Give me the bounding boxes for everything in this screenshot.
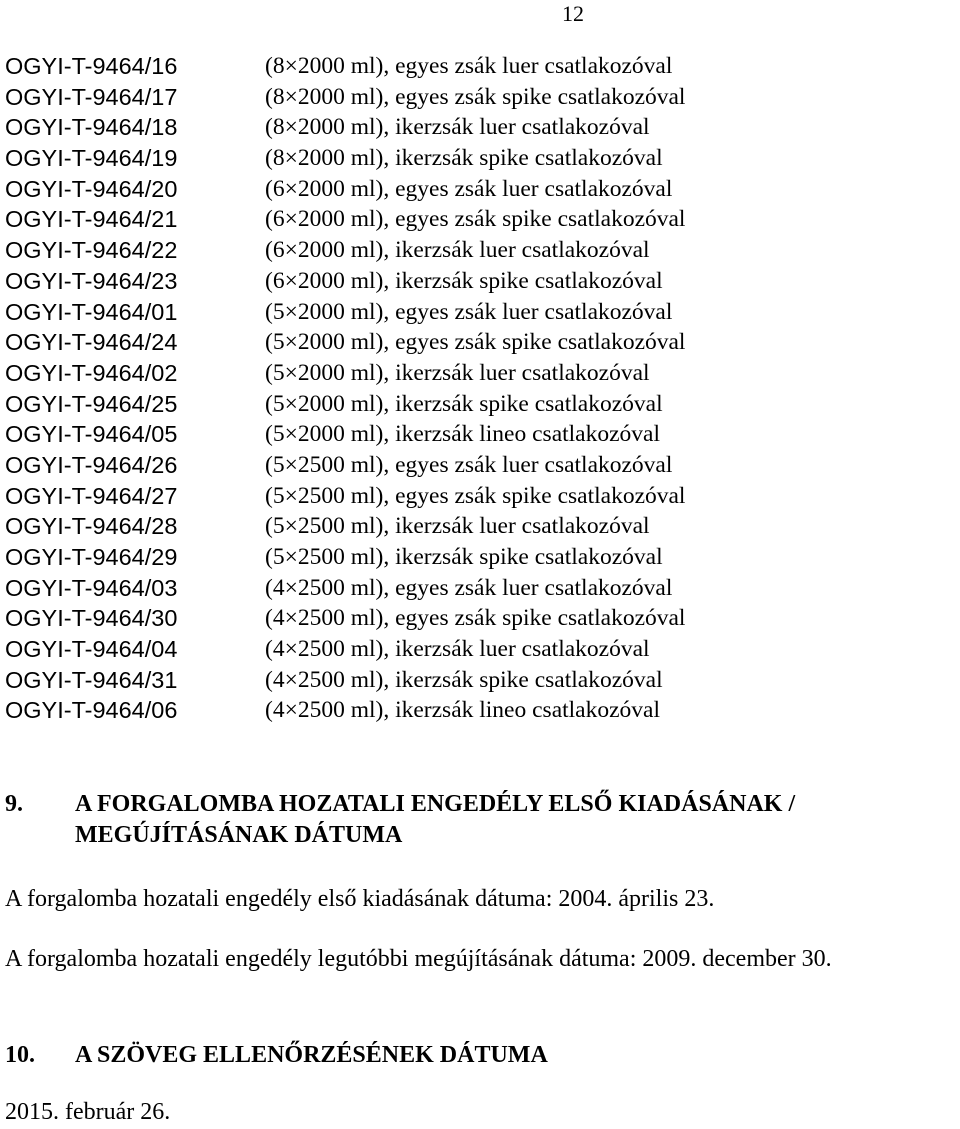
registration-row [0,511,960,542]
package-description: (4×2500 ml), egyes zsák spike csatlakozóval [265,605,686,632]
registration-row [0,204,960,235]
first-issue-date-text: A forgalomba hozatali engedély első kiadásának dátuma: 2004. április 23. [5,886,715,912]
last-renewal-date-text: A forgalomba hozatali engedély legutóbbi megújításának dátuma: 2009. december 30. [5,946,832,972]
section-title: A SZÖVEG ELLENŐRZÉSÉNEK DÁTUMA [75,1042,548,1068]
registration-code: OGYI-T-9464/28 [5,513,178,540]
registration-row [0,112,960,143]
package-description: (8×2000 ml), egyes zsák luer csatlakozóval [265,53,673,79]
registration-row [0,358,960,389]
registration-row [0,419,960,450]
registration-row [0,51,960,82]
registration-code: OGYI-T-9464/16 [5,53,178,79]
registration-row [0,542,960,573]
registration-row [0,450,960,481]
package-description: (5×2000 ml), ikerzsák luer csatlakozóval [265,359,650,386]
registration-code: OGYI-T-9464/20 [5,175,178,202]
registration-code: OGYI-T-9464/31 [5,666,178,693]
package-description: (5×2000 ml), egyes zsák spike csatlakozóval [265,329,686,356]
package-description: (8×2000 ml), ikerzsák spike csatlakozóval [265,145,663,172]
registration-row [0,82,960,113]
registration-list [0,51,960,726]
package-description: (6×2000 ml), egyes zsák luer csatlakozóval [265,175,673,202]
registration-code: OGYI-T-9464/18 [5,114,178,141]
registration-code: OGYI-T-9464/21 [5,206,178,233]
registration-code: OGYI-T-9464/06 [5,697,178,724]
page-number: 12 [562,1,584,26]
registration-row [0,665,960,696]
registration-code: OGYI-T-9464/03 [5,574,178,601]
package-description: (6×2000 ml), ikerzsák spike csatlakozóval [265,267,663,294]
registration-code: OGYI-T-9464/05 [5,421,178,448]
registration-code: OGYI-T-9464/01 [5,298,178,325]
registration-row [0,235,960,266]
package-description: (5×2000 ml), ikerzsák spike csatlakozóval [265,390,663,417]
section-title: A FORGALOMBA HOZATALI ENGEDÉLY ELSŐ KIADÁSÁNAK / MEGÚJÍTÁSÁNAK DÁTUMA [75,791,796,848]
registration-row [0,174,960,205]
registration-code: OGYI-T-9464/30 [5,605,178,632]
registration-row [0,143,960,174]
revision-date-text: 2015. február 26. [5,1099,171,1125]
registration-row [0,389,960,420]
package-description: (5×2500 ml), egyes zsák luer csatlakozóval [265,451,673,478]
registration-row [0,603,960,634]
registration-row [0,266,960,297]
package-description: (5×2000 ml), egyes zsák luer csatlakozóval [265,298,673,325]
registration-code: OGYI-T-9464/17 [5,83,178,110]
registration-code: OGYI-T-9464/29 [5,544,178,570]
registration-code: OGYI-T-9464/19 [5,145,178,172]
registration-code: OGYI-T-9464/25 [5,390,178,417]
registration-row [0,297,960,328]
section-number: 10. [5,1042,35,1068]
package-description: (8×2000 ml), ikerzsák luer csatlakozóval [265,114,650,141]
registration-row [0,695,960,726]
registration-code: OGYI-T-9464/22 [5,237,178,264]
package-description: (5×2500 ml), ikerzsák spike csatlakozóval [265,544,663,570]
package-description: (4×2500 ml), egyes zsák luer csatlakozóval [265,574,673,601]
package-description: (4×2500 ml), ikerzsák lineo csatlakozóval [265,697,661,724]
registration-code: OGYI-T-9464/24 [5,329,178,356]
registration-row [0,481,960,512]
package-description: (4×2500 ml), ikerzsák spike csatlakozóval [265,666,663,693]
registration-code: OGYI-T-9464/23 [5,267,178,294]
registration-code: OGYI-T-9464/26 [5,451,178,478]
package-description: (6×2000 ml), ikerzsák luer csatlakozóval [265,237,650,264]
registration-code: OGYI-T-9464/04 [5,636,178,663]
registration-code: OGYI-T-9464/27 [5,482,178,509]
registration-row [0,634,960,665]
package-description: (8×2000 ml), egyes zsák spike csatlakozóval [265,83,686,110]
package-description: (4×2500 ml), ikerzsák luer csatlakozóval [265,636,650,663]
package-description: (5×2000 ml), ikerzsák lineo csatlakozóval [265,421,661,448]
registration-code: OGYI-T-9464/02 [5,359,178,386]
package-description: (6×2000 ml), egyes zsák spike csatlakozóval [265,206,686,233]
package-description: (5×2500 ml), ikerzsák luer csatlakozóval [265,513,650,540]
section-number: 9. [5,791,23,817]
registration-row [0,327,960,358]
package-description: (5×2500 ml), egyes zsák spike csatlakozóval [265,482,686,509]
registration-row [0,573,960,604]
